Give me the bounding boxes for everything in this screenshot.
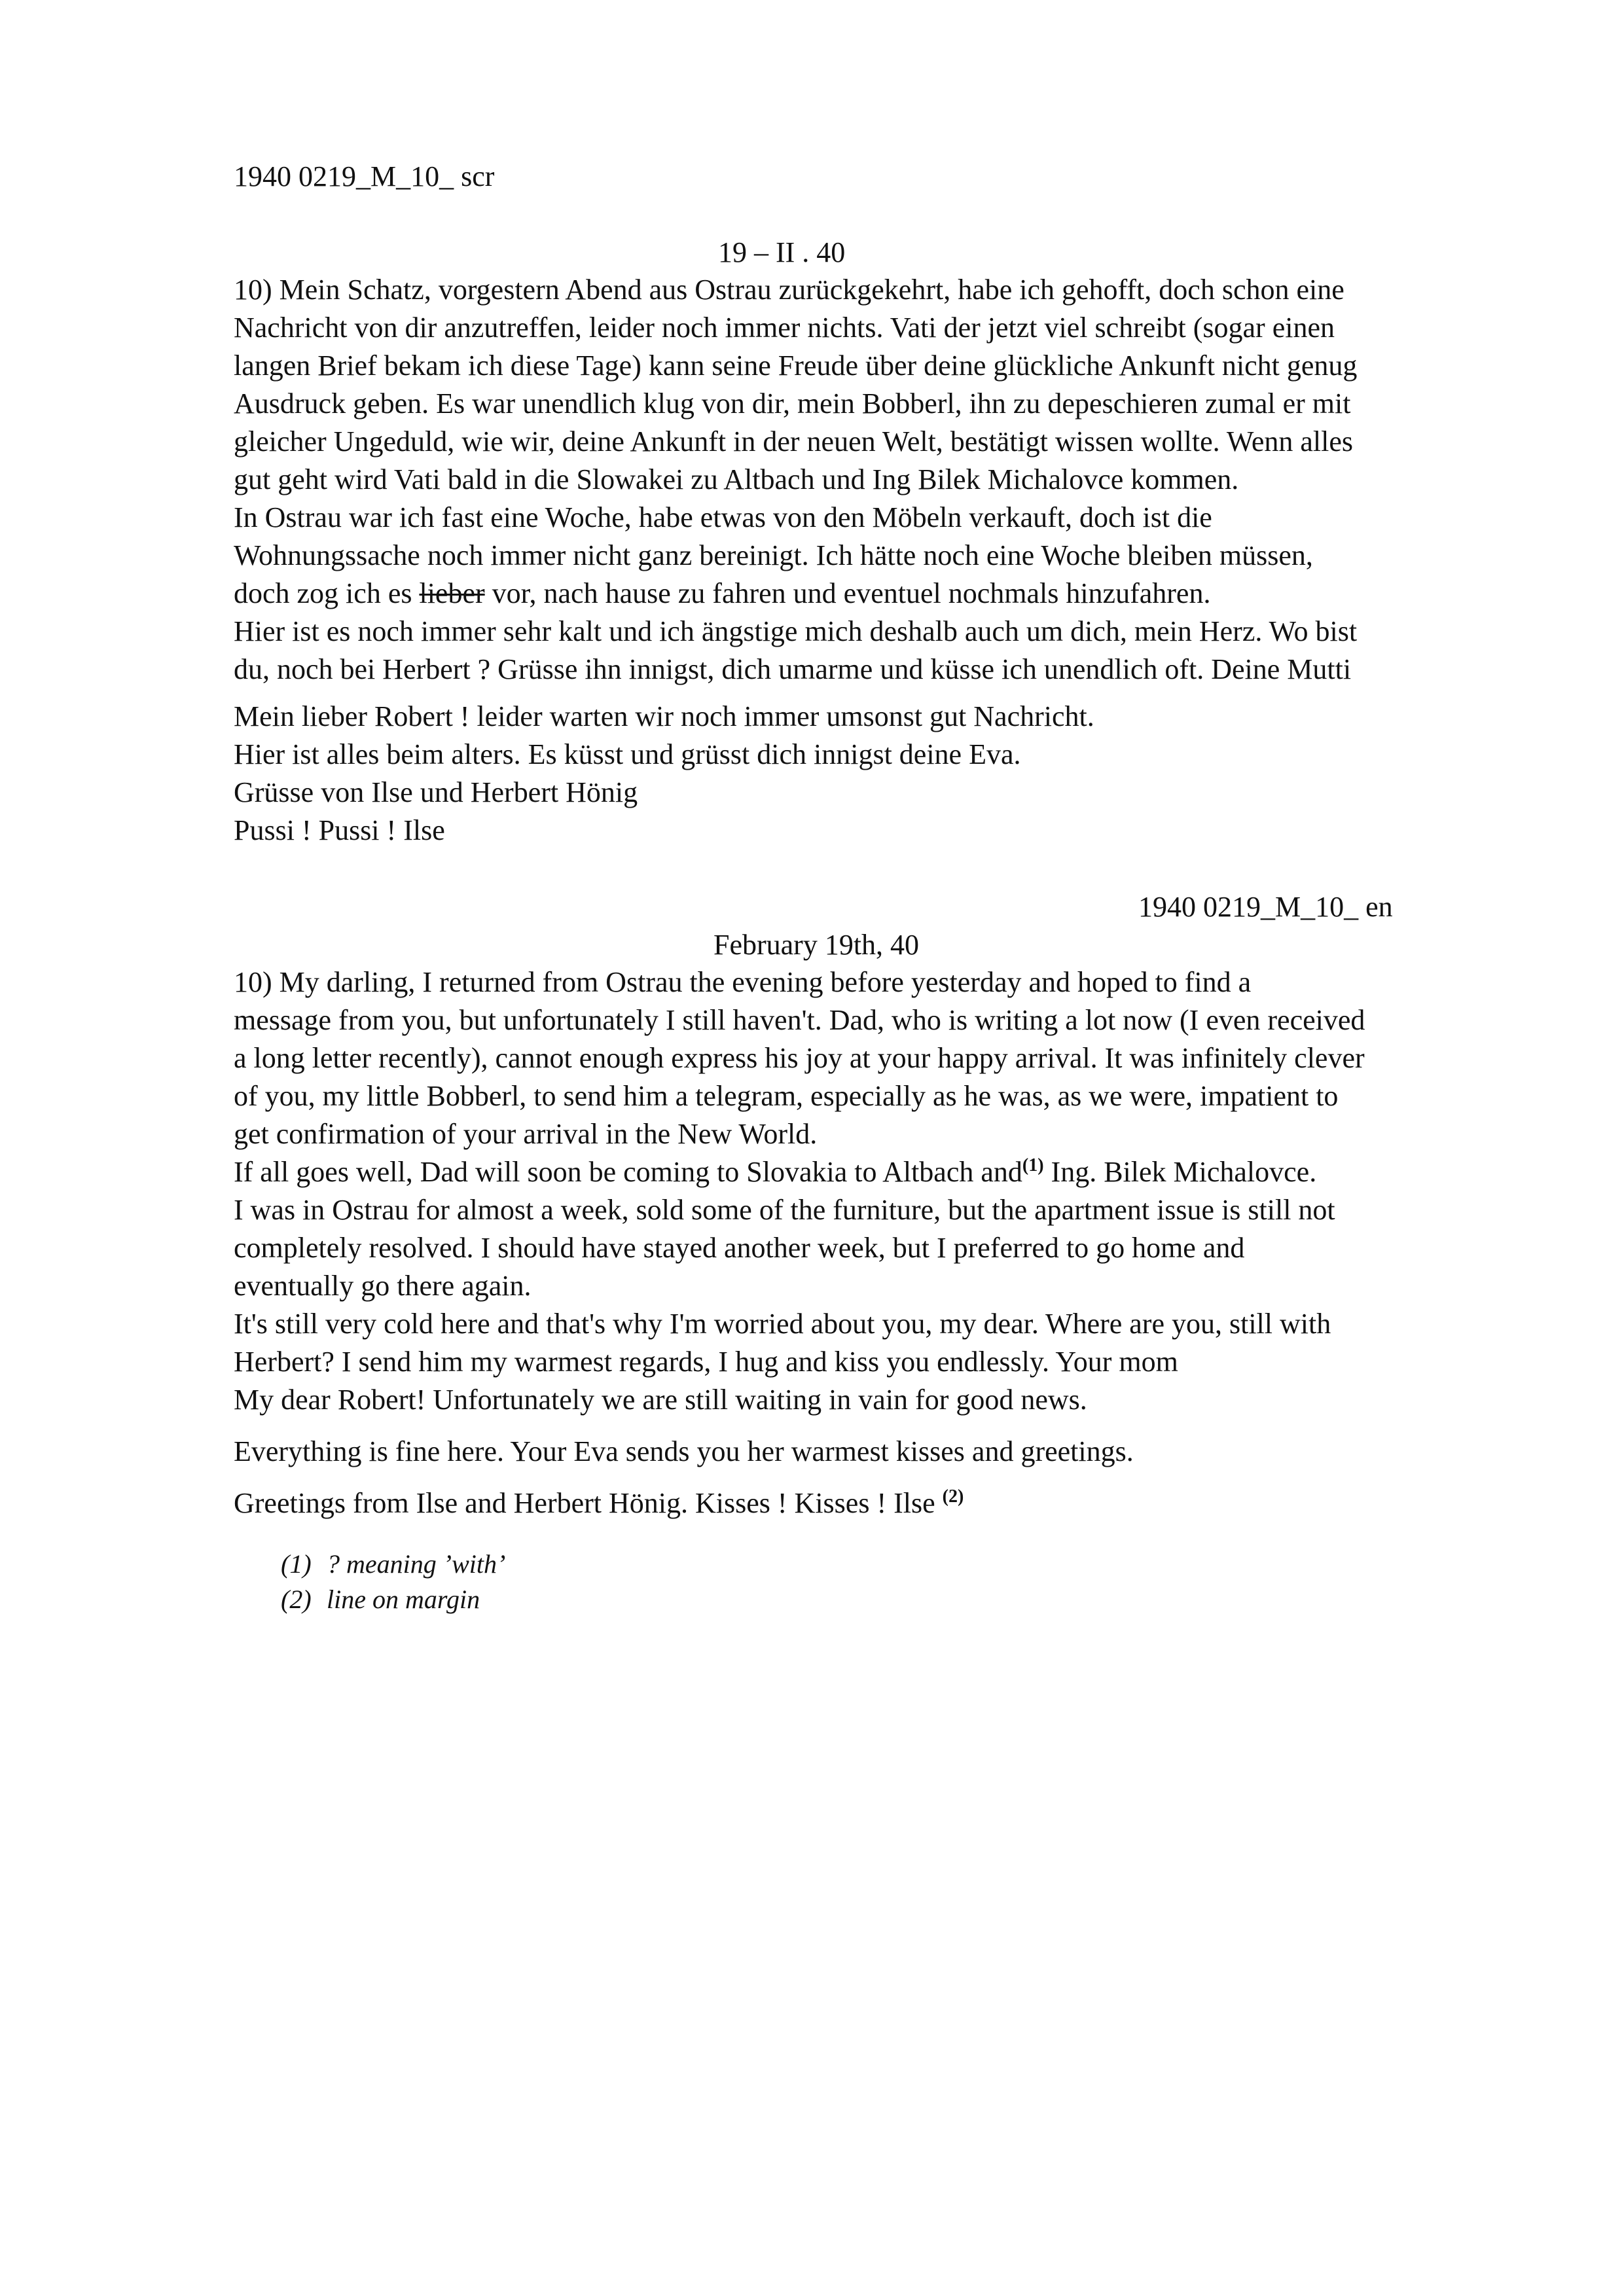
- scr-line-9: [234, 575, 1210, 613]
- en-line-6-before: If all goes well, Dad will soon be coming to Slovakia to Altbach and: [234, 1156, 1022, 1188]
- footnote-1: [281, 1547, 505, 1581]
- footnote-2-num: (2): [281, 1585, 312, 1614]
- scr-line-11: du, noch bei Herbert ? Grüsse ihn innigst, dich umarme und küsse ich unendlich oft. Deine Mutti: [234, 653, 1352, 685]
- en-ilse-text: Greetings from Ilse and Herbert Hönig. Kisses ! Kisses ! Ilse: [234, 1487, 943, 1519]
- en-line-2: message from you, but unfortunately I still haven't. Dad, who is writing a lot now (I even received: [234, 1004, 1365, 1036]
- scr-line-9-before: doch zog ich es: [234, 577, 420, 609]
- scr-line-6: gut geht wird Vati bald in die Slowakei zu Altbach und Ing Bilek Michalovce kommen.: [234, 463, 1239, 495]
- en-eva-line: Everything is fine here. Your Eva sends you her warmest kisses and greetings.: [234, 1435, 1134, 1467]
- en-ilse-line: [234, 1484, 964, 1522]
- scr-line-2: Nachricht von dir anzutreffen, leider noch immer nichts. Vati der jetzt viel schreibt (sogar einen: [234, 312, 1335, 344]
- struck-word: lieber: [419, 577, 485, 609]
- en-line-6: [234, 1153, 1316, 1191]
- footnote-1-text: ? meaning ’with’: [327, 1549, 506, 1579]
- en-line-6-after: Ing. Bilek Michalovce.: [1043, 1156, 1317, 1188]
- footnote-ref-2: (2): [942, 1486, 964, 1507]
- en-line-12: My dear Robert! Unfortunately we are still waiting in vain for good news.: [234, 1384, 1087, 1416]
- scr-eva-line-2: Hier ist alles beim alters. Es küsst und grüsst dich innigst deine Eva.: [234, 738, 1021, 770]
- scr-line-3: langen Brief bekam ich diese Tage) kann seine Freude über deine glückliche Ankunft nicht genug: [234, 350, 1358, 382]
- scr-ilse-line-2: Pussi ! Pussi ! Ilse: [234, 814, 445, 846]
- en-line-7: I was in Ostrau for almost a week, sold some of the furniture, but the apartment issue is still not: [234, 1194, 1335, 1226]
- footnote-2: [281, 1583, 480, 1617]
- en-line-11: Herbert? I send him my warmest regards, I hug and kiss you endlessly. Your mom: [234, 1346, 1178, 1378]
- en-line-10: It's still very cold here and that's why I'm worried about you, my dear. Where are you, still with: [234, 1308, 1331, 1340]
- footnote-ref-1: (1): [1022, 1155, 1044, 1175]
- scr-reference: 1940 0219_M_10_ scr: [234, 160, 495, 192]
- en-line-9: eventually go there again.: [234, 1270, 532, 1302]
- footnote-1-num: (1): [281, 1549, 312, 1579]
- en-line-5: get confirmation of your arrival in the New World.: [234, 1118, 818, 1150]
- en-line-4: of you, my little Bobberl, to send him a telegram, especially as he was, as we were, impatient to: [234, 1080, 1339, 1112]
- scr-line-9-after: vor, nach hause zu fahren und eventuel nochmals hinzufahren.: [484, 577, 1211, 609]
- en-line-3: a long letter recently), cannot enough express his joy at your happy arrival. It was infinitely clever: [234, 1042, 1365, 1074]
- footnote-2-text: line on margin: [327, 1585, 480, 1614]
- en-line-1: 10) My darling, I returned from Ostrau the evening before yesterday and hoped to find a: [234, 966, 1252, 998]
- scr-line-10: Hier ist es noch immer sehr kalt und ich ängstige mich deshalb auch um dich, mein Herz. Wo bist: [234, 615, 1358, 647]
- scr-line-5: gleicher Ungeduld, wie wir, deine Ankunft in der neuen Welt, bestätigt wissen wollte. Wenn alles: [234, 425, 1354, 457]
- en-reference: 1940 0219_M_10_ en: [1138, 891, 1393, 923]
- scr-line-7: In Ostrau war ich fast eine Woche, habe etwas von den Möbeln verkauft, doch ist die: [234, 501, 1212, 533]
- en-line-8: completely resolved. I should have stayed another week, but I preferred to go home and: [234, 1232, 1245, 1264]
- scr-line-1: 10) Mein Schatz, vorgestern Abend aus Ostrau zurückgekehrt, habe ich gehofft, doch schon eine: [234, 274, 1344, 306]
- scr-eva-line-1: Mein lieber Robert ! leider warten wir noch immer umsonst gut Nachricht.: [234, 700, 1094, 732]
- scr-ilse-line-1: Grüsse von Ilse und Herbert Hönig: [234, 776, 638, 808]
- scr-date: 19 – II . 40: [718, 236, 846, 268]
- scr-line-8: Wohnungssache noch immer nicht ganz bereinigt. Ich hätte noch eine Woche bleiben müssen,: [234, 539, 1313, 571]
- en-date: February 19th, 40: [713, 929, 920, 961]
- scr-line-4: Ausdruck geben. Es war unendlich klug von dir, mein Bobberl, ihn zu depeschieren zumal er mit: [234, 387, 1351, 420]
